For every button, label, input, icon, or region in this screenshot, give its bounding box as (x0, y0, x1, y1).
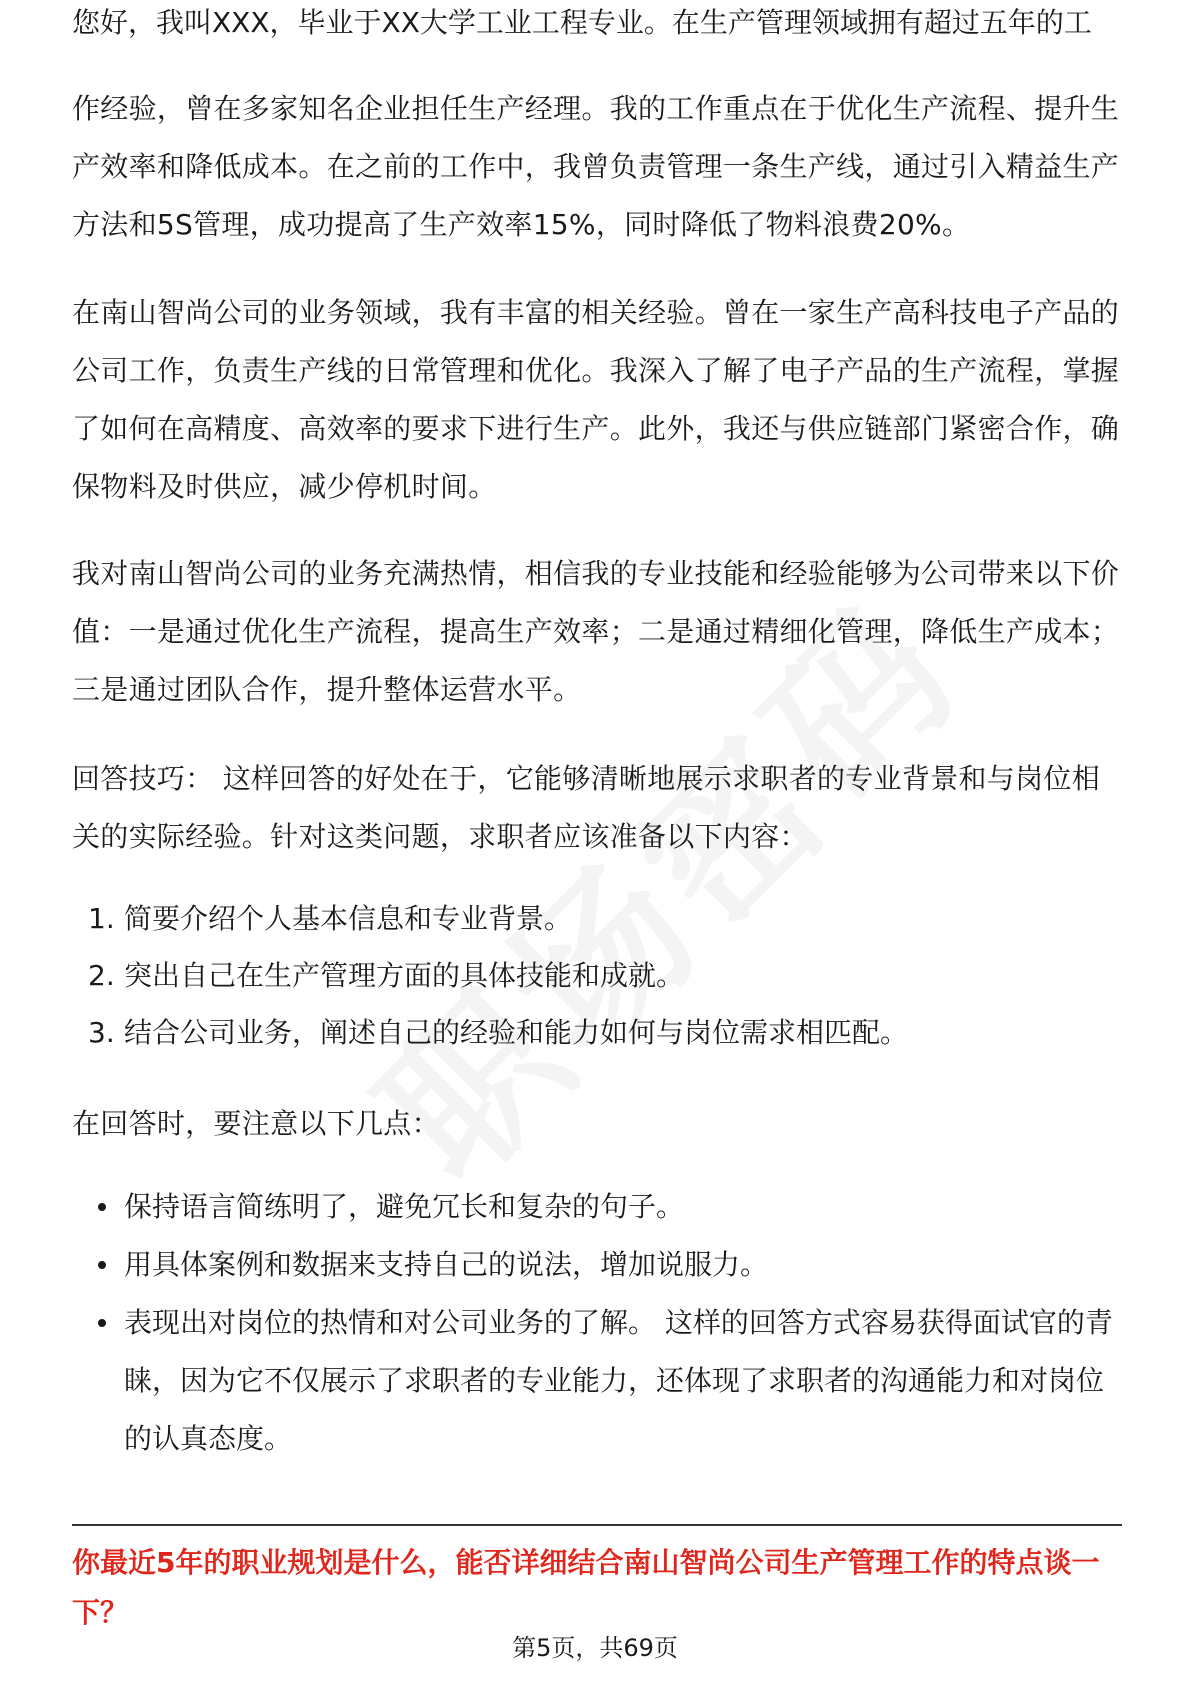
paragraph-notes-intro: 在回答时，要注意以下几点： (72, 1107, 440, 1140)
bullet-item (72, 1294, 1122, 1468)
bullet-item-text: 保持语言简练明了，避免冗长和复杂的句子。 (124, 1190, 685, 1223)
bullet-icon (98, 1261, 106, 1269)
list-item-text: 结合公司业务，阐述自己的经验和能力如何与岗位需求相匹配。 (124, 1016, 909, 1049)
list-number: 3. (88, 1016, 115, 1049)
next-question-heading: 你最近5年的职业规划是什么，能否详细结合南山智尚公司生产管理工作的特点谈一下？ (72, 1546, 1100, 1629)
bullet-item (72, 1236, 1122, 1294)
paragraph-answer-tips: 回答技巧： 这样回答的好处在于，它能够清晰地展示求职者的专业背景和与岗位相关的实际经验。针对这类问题，求职者应该准备以下内容： (72, 762, 1101, 853)
list-item-text: 简要介绍个人基本信息和专业背景。 (124, 902, 573, 935)
bullet-list (72, 1178, 1122, 1468)
section-divider (72, 1524, 1122, 1526)
list-item (72, 947, 1122, 1004)
page-number-footer: 第5页，共69页 (512, 1634, 678, 1662)
paragraph-industry-experience: 在南山智尚公司的业务领域，我有丰富的相关经验。曾在一家生产高科技电子产品的公司工作，负责生产线的日常管理和优化。我深入了解了电子产品的生产流程，掌握了如何在高精度、高效率的要求下进行生产。此外，我还与供应链部门紧密合作，确保物料及时供应，减少停机时间。 (72, 296, 1120, 503)
bullet-icon (98, 1203, 106, 1211)
list-number: 2. (88, 959, 115, 992)
paragraph-experience: 作经验，曾在多家知名企业担任生产经理。我的工作重点在于优化生产流程、提升生产效率和降低成本。在之前的工作中，我曾负责管理一条生产线，通过引入精益生产方法和5S管理，成功提高了生产效率15%，同时降低了物料浪费20%。 (72, 92, 1120, 241)
list-item (72, 890, 1122, 947)
cut-off-top-line-text: 您好，我叫XXX，毕业于XX大学工业工程专业。在生产管理领域拥有超过五年的工 (72, 6, 1092, 39)
bullet-item-text: 表现出对岗位的热情和对公司业务的了解。 这样的回答方式容易获得面试官的青睐，因为它不仅展示了求职者的专业能力，还体现了求职者的沟通能力和对岗位的认真态度。 (124, 1306, 1113, 1455)
bullet-item-text: 用具体案例和数据来支持自己的说法，增加说服力。 (124, 1248, 769, 1281)
list-number: 1. (88, 902, 115, 935)
list-item (72, 1004, 1122, 1061)
bullet-icon (98, 1319, 106, 1327)
bullet-item (72, 1178, 1122, 1236)
numbered-list (72, 890, 1122, 1061)
list-item-text: 突出自己在生产管理方面的具体技能和成就。 (124, 959, 685, 992)
cut-off-top-line (72, 6, 1122, 64)
paragraph-value: 我对南山智尚公司的业务充满热情，相信我的专业技能和经验能够为公司带来以下价值：一是通过优化生产流程，提高生产效率；二是通过精细化管理，降低生产成本；三是通过团队合作，提升整体运营水平。 (72, 557, 1120, 706)
